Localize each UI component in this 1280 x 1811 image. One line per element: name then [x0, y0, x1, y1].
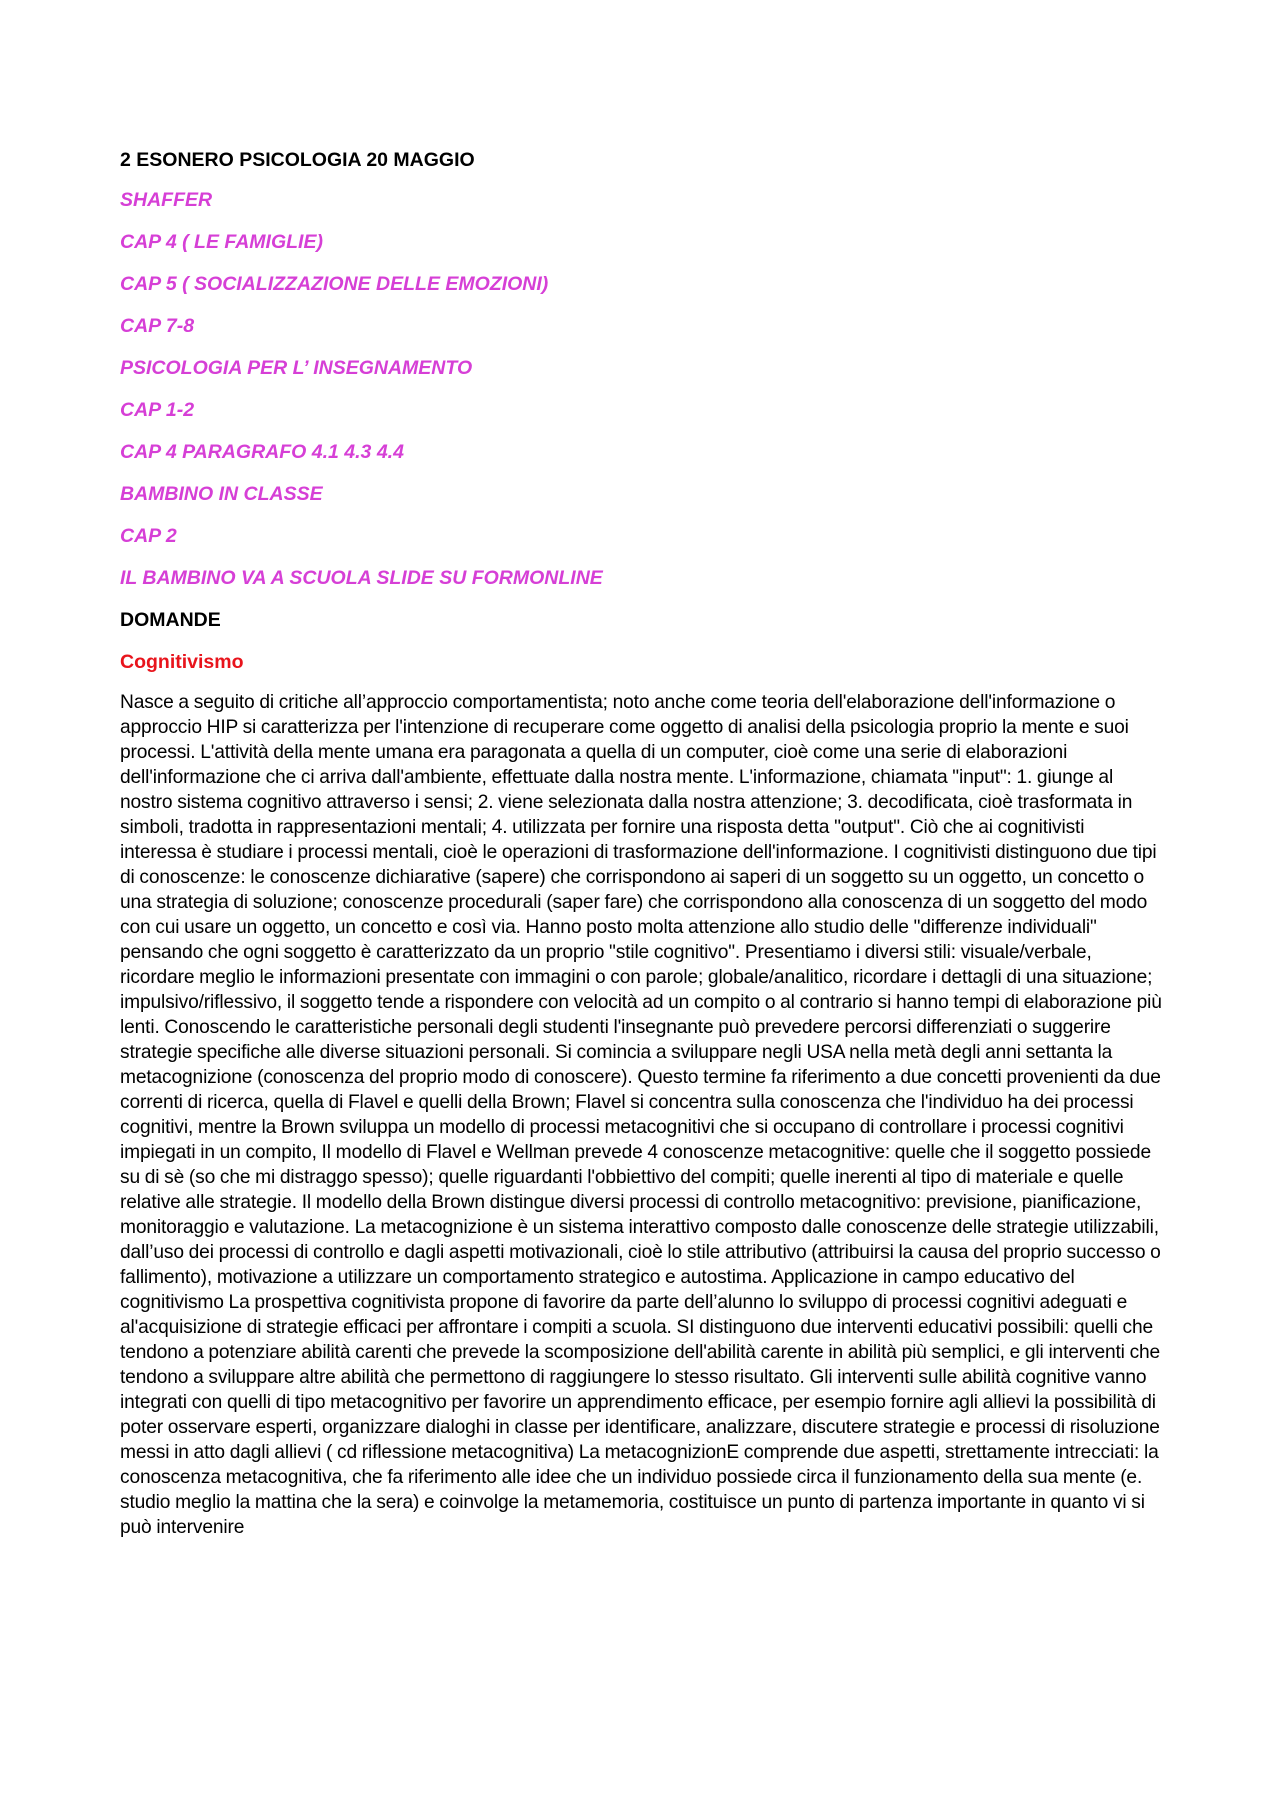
list-item-cap7-8: CAP 7-8: [120, 315, 195, 337]
list-item-shaffer: SHAFFER: [120, 189, 213, 211]
list-item-cap2: CAP 2: [120, 525, 177, 547]
document-page: [120, 148, 1165, 1540]
section-title: Cognitivismo: [120, 651, 244, 673]
list-item-psicologia-insegnamento: PSICOLOGIA PER L’ INSEGNAMENTO: [120, 357, 473, 379]
list-item-cap4-famiglie: CAP 4 ( LE FAMIGLIE): [120, 231, 323, 253]
list-item-bambino-in-classe: BAMBINO IN CLASSE: [120, 483, 323, 505]
list-item-cap1-2: CAP 1-2: [120, 399, 195, 421]
list-item-cap5-emozioni: CAP 5 ( SOCIALIZZAZIONE DELLE EMOZIONI): [120, 273, 549, 295]
list-item-bambino-scuola: IL BAMBINO VA A SCUOLA SLIDE SU FORMONLINE: [120, 567, 603, 589]
list-item-cap4-paragrafo: CAP 4 PARAGRAFO 4.1 4.3 4.4: [120, 441, 404, 463]
document-title: 2 ESONERO PSICOLOGIA 20 MAGGIO: [120, 149, 475, 171]
domande-heading: DOMANDE: [120, 609, 221, 631]
body-paragraph: Nasce a seguito di critiche all’approccio comportamentista; noto anche come teoria dell'elaborazione dell'informazione o approccio HIP si caratterizza per l'intenzione di recuperare come oggetto di analisi della psicologia proprio la mente e suoi processi. L'attività della mente umana era paragonata a quella di un computer, cioè come una serie di elaborazioni dell'informazione che ci arriva dall'ambiente, effettuate dalla nostra mente. L'informazione, chiamata "input": 1. giunge al nostro sistema cognitivo attraverso i sensi; 2. viene selezionata dalla nostra attenzione; 3. decodificata, cioè trasformata in simboli, tradotta in rappresentazioni mentali; 4. utilizzata per fornire una risposta detta "output". Ciò che ai cognitivisti interessa è studiare i processi mentali, cioè le operazioni di trasformazione dell'informazione. I cognitivisti distinguono due tipi di conoscenze: le conoscenze dichiarative (sapere) che corrispondono ai saperi di un soggetto su un oggetto, un concetto o una strategia di soluzione; conoscenze procedurali (saper fare) che corrispondono alla conoscenza di un soggetto del modo con cui usare un oggetto, un concetto e così via. Hanno posto molta attenzione allo studio delle "differenze individuali" pensando che ogni soggetto è caratterizzato da un proprio "stile cognitivo". Presentiamo i diversi stili: visuale/verbale, ricordare meglio le informazioni presentate con immagini o con parole; globale/analitico, ricordare i dettagli di una situazione; impulsivo/riflessivo, il soggetto tende a rispondere con velocità ad un compito o al contrario si hanno tempi di elaborazione più lenti. Conoscendo le caratteristiche personali degli studenti l'insegnante può prevedere percorsi differenziati o suggerire strategie specifiche alle diverse situazioni personali. Si comincia a sviluppare negli USA nella metà degli anni settanta la metacognizione (conoscenza del proprio modo di conoscere). Questo termine fa riferimento a due concetti provenienti da due correnti di ricerca, quella di Flavel e quelli della Brown; Flavel si concentra sulla conoscenza che l'individuo ha dei processi cognitivi, mentre la Brown sviluppa un modello di processi metacognitivi che si occupano di controllare i processi cognitivi impiegati in un compito, Il modello di Flavel e Wellman prevede 4 conoscenze metacognitive: quelle che il soggetto possiede su di sè (so che mi distraggo spesso); quelle riguardanti l'obbiettivo del compiti; quelle inerenti al tipo di materiale e quelle relative alle strategie. Il modello della Brown distingue diversi processi di controllo metacognitivo: previsione, pianificazione, monitoraggio e valutazione. La metacognizione è un sistema interattivo composto dalle conoscenze delle strategie utilizzabili, dall’uso dei processi di controllo e dagli aspetti motivazionali, cioè lo stile attributivo (attribuirsi la causa del proprio successo o fallimento), motivazione a utilizzare un comportamento strategico e autostima. Applicazione in campo educativo del cognitivismo La prospettiva cognitivista propone di favorire da parte dell’alunno lo sviluppo di processi cognitivi adeguati e al'acquisizione di strategie efficaci per affrontare i compiti a scuola. SI distinguono due interventi educativi possibili: quelli che tendono a potenziare abilità carenti che prevede la scomposizione dell'abilità carente in abilità più semplici, e gli interventi che tendono a sviluppare altre abilità che permettono di raggiungere lo stesso risultato. Gli interventi sulle abilità cognitive vanno integrati con quelli di tipo metacognitivo per favorire un apprendimento efficace, per esempio fornire agli allievi la possibilità di poter osservare esperti, organizzare dialoghi in classe per identificare, analizzare, discutere strategie e processi di risoluzione messi in atto dagli allievi ( cd riflessione metacognitiva) La metacognizionE comprende due aspetti, strettamente intrecciati: la conoscenza metacognitiva, che fa riferimento alle idee che un individuo possiede circa il funzionamento della sua mente (e. studio meglio la mattina che la sera) e coinvolge la metamemoria, costituisce un punto di partenza importante in quanto vi si può intervenire: [120, 692, 1162, 1538]
